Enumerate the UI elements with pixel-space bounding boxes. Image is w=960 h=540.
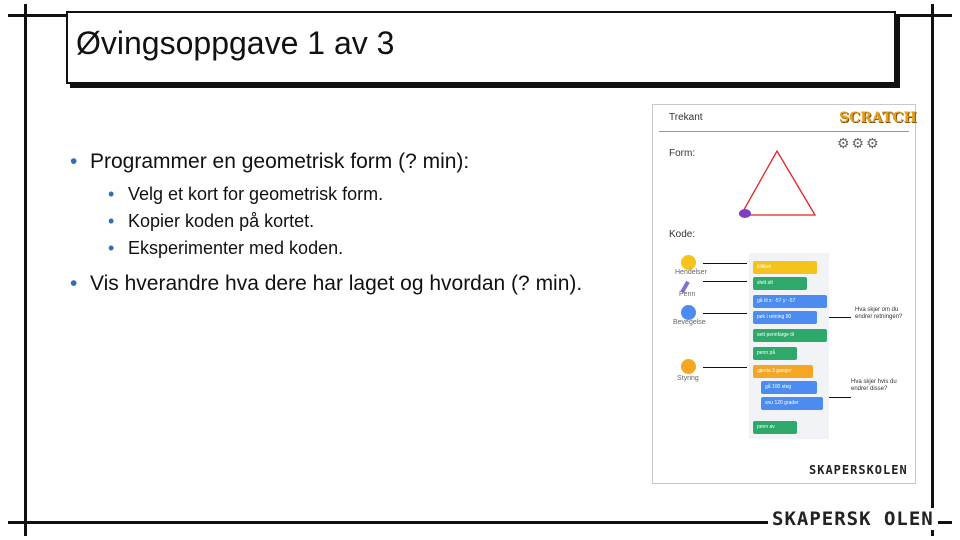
category-label: Hendelser [675,269,707,276]
bullet-item [70,270,630,298]
code-area [749,253,829,439]
code-block: sett pennfarge til [753,329,827,342]
sub-bullet-text: Velg et kort for geometrisk form. [128,184,384,204]
arrow [829,317,851,318]
bullet-dot: • [70,150,78,173]
arrow [703,263,747,264]
sprite-icon [739,209,751,218]
bullet-dot: • [70,272,78,295]
category-label: Penn [679,291,696,298]
sub-bullet-item [108,236,630,260]
skaperskolen-logo: SKAPERSK OLEN [768,508,938,530]
code-block: penn på [753,347,797,360]
category-label: Styring [677,375,699,382]
styring-category-icon [681,359,696,374]
bullet-text: Vis hverandre hva dere har laget og hvordan (? min). [90,272,583,295]
bullet-list [70,148,630,304]
code-block: klikket [753,261,817,274]
bullet-item [70,148,630,176]
scratch-logo: SCRATCH [839,110,917,126]
card-divider [659,131,909,132]
kode-label: Kode: [669,229,696,240]
bullet-dot: • [108,184,115,204]
arrow [703,281,747,282]
bevegelse-category-icon [681,305,696,320]
bullet-dot: • [108,238,115,258]
arrow [829,397,851,398]
gear-icons: ⚙⚙⚙ [837,135,881,151]
arrow [703,313,747,314]
bullet-text: Programmer en geometrisk form (? min): [90,150,470,173]
code-block: gjenta 3 ganger [753,365,813,378]
sub-bullet-text: Eksperimenter med koden. [128,238,344,258]
sub-bullet-item [108,209,630,233]
note-text: Hva skjer hvis du endrer disse? [851,379,897,392]
code-block: gå 100 steg [761,381,817,394]
frame-left-line [24,4,27,536]
slide-title: Øvingsoppgave 1 av 3 [76,25,395,61]
code-block: slett alt [753,277,807,290]
hendelser-category-icon [681,255,696,270]
code-block: penn av [753,421,797,434]
code-block: gå til x: -57 y: -57 [753,295,827,308]
card-title: Trekant [669,112,703,123]
arrow [703,367,747,368]
bullet-dot: • [108,211,115,231]
code-block: snu 120 grader [761,397,823,410]
sub-bullet-text: Kopier koden på kortet. [128,211,315,231]
category-label: Bevegelse [673,319,706,326]
form-label: Form: [669,148,696,159]
title-box [66,11,896,84]
code-block: pek i retning 90 [753,311,817,324]
scratch-card-image [652,104,916,484]
sub-bullet-item [108,182,630,206]
note-text: Hva skjer om du endrer retningen? [855,307,903,320]
frame-right-line [931,4,934,536]
card-footer-logo: SKAPERSKOLEN [809,463,908,477]
